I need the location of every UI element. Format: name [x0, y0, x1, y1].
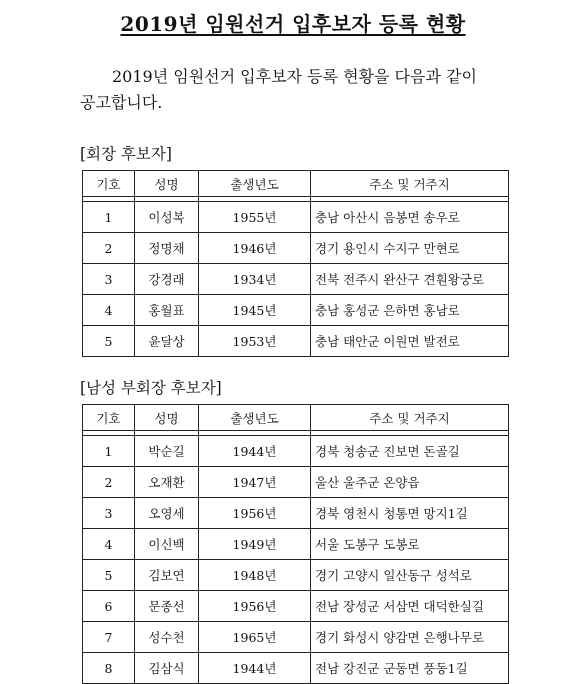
table-row — [83, 202, 509, 233]
table-row — [83, 233, 509, 264]
cell-birth-year: 1965년 — [199, 622, 311, 653]
table-row — [83, 295, 509, 326]
cell-number: 8 — [83, 653, 135, 684]
cell-number: 1 — [83, 202, 135, 233]
cell-number: 4 — [83, 295, 135, 326]
cell-name: 윤달상 — [135, 326, 199, 357]
cell-number: 6 — [83, 591, 135, 622]
intro-line-2: 공고합니다. — [80, 93, 163, 112]
cell-name: 박순길 — [135, 436, 199, 467]
section-heading-male-vice-president: [남성 부회장 후보자] — [80, 379, 222, 397]
column-header-address: 주소 및 거주지 — [311, 171, 509, 197]
table-row — [83, 622, 509, 653]
cell-number: 1 — [83, 436, 135, 467]
cell-number: 3 — [83, 498, 135, 529]
cell-birth-year: 1944년 — [199, 653, 311, 684]
cell-name: 성수천 — [135, 622, 199, 653]
cell-birth-year: 1946년 — [199, 233, 311, 264]
cell-address: 충남 태안군 이원면 발전로 — [311, 326, 509, 357]
cell-number: 2 — [83, 233, 135, 264]
table-row — [83, 467, 509, 498]
table-row — [83, 326, 509, 357]
column-header-address: 주소 및 거주지 — [311, 405, 509, 431]
cell-name: 이신백 — [135, 529, 199, 560]
cell-address: 서울 도봉구 도봉로 — [311, 529, 509, 560]
cell-address: 경북 영천시 청통면 망지1길 — [311, 498, 509, 529]
cell-address: 충남 아산시 음봉면 송우로 — [311, 202, 509, 233]
table-header-row — [83, 405, 509, 431]
male-vice-president-candidates-table — [82, 404, 509, 684]
cell-address: 전북 전주시 완산구 견훤왕궁로 — [311, 264, 509, 295]
cell-address: 전남 강진군 군동면 풍동1길 — [311, 653, 509, 684]
cell-name: 오재환 — [135, 467, 199, 498]
cell-name: 문종선 — [135, 591, 199, 622]
column-header-birth-year: 출생년도 — [199, 405, 311, 431]
section-heading-president: [회장 후보자] — [80, 145, 172, 163]
column-header-name: 성명 — [135, 405, 199, 431]
cell-birth-year: 1956년 — [199, 498, 311, 529]
cell-name: 김보연 — [135, 560, 199, 591]
cell-number: 7 — [83, 622, 135, 653]
document-title: 2019년 임원선거 입후보자 등록 현황 — [120, 12, 466, 36]
table-row — [83, 498, 509, 529]
cell-name: 김삼식 — [135, 653, 199, 684]
cell-birth-year: 1949년 — [199, 529, 311, 560]
table-header-row — [83, 171, 509, 197]
cell-number: 5 — [83, 560, 135, 591]
cell-birth-year: 1953년 — [199, 326, 311, 357]
cell-address: 경북 청송군 진보면 돈골길 — [311, 436, 509, 467]
cell-birth-year: 1944년 — [199, 436, 311, 467]
column-header-birth-year: 출생년도 — [199, 171, 311, 197]
cell-name: 이성복 — [135, 202, 199, 233]
cell-birth-year: 1956년 — [199, 591, 311, 622]
cell-name: 강경래 — [135, 264, 199, 295]
president-candidates-table — [82, 170, 509, 357]
cell-number: 5 — [83, 326, 135, 357]
cell-name: 홍월표 — [135, 295, 199, 326]
cell-address: 전남 장성군 서삼면 대덕한실길 — [311, 591, 509, 622]
cell-birth-year: 1948년 — [199, 560, 311, 591]
cell-birth-year: 1945년 — [199, 295, 311, 326]
cell-address: 울산 울주군 온양읍 — [311, 467, 509, 498]
cell-address: 경기 고양시 일산동구 성석로 — [311, 560, 509, 591]
column-header-number: 기호 — [83, 171, 135, 197]
cell-address: 경기 화성시 양감면 은행나무로 — [311, 622, 509, 653]
cell-name: 정명채 — [135, 233, 199, 264]
intro-line-1: 2019년 임원선거 입후보자 등록 현황을 다음과 같이 — [112, 67, 477, 86]
cell-birth-year: 1947년 — [199, 467, 311, 498]
column-header-name: 성명 — [135, 171, 199, 197]
table-row — [83, 591, 509, 622]
table-row — [83, 653, 509, 684]
cell-address: 경기 용인시 수지구 만현로 — [311, 233, 509, 264]
cell-address: 충남 홍성군 은하면 홍남로 — [311, 295, 509, 326]
cell-birth-year: 1934년 — [199, 264, 311, 295]
cell-birth-year: 1955년 — [199, 202, 311, 233]
column-header-number: 기호 — [83, 405, 135, 431]
table-row — [83, 560, 509, 591]
cell-number: 3 — [83, 264, 135, 295]
table-row — [83, 436, 509, 467]
cell-number: 4 — [83, 529, 135, 560]
cell-number: 2 — [83, 467, 135, 498]
table-row — [83, 264, 509, 295]
intro-paragraph — [80, 64, 530, 116]
table-row — [83, 529, 509, 560]
cell-name: 오영세 — [135, 498, 199, 529]
